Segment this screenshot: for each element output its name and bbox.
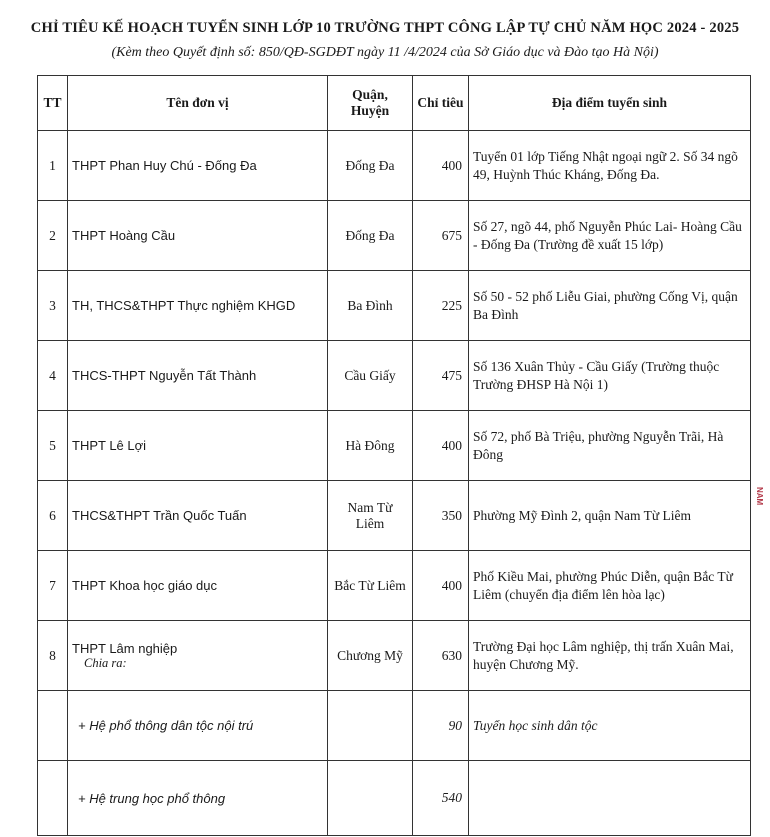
row-quota: 675 — [413, 201, 469, 271]
row-quota: 400 — [413, 551, 469, 621]
row-name-text: THPT Lâm nghiệp — [72, 640, 178, 656]
subrow-district — [328, 761, 413, 836]
stamp-mark — [748, 485, 770, 545]
row-quota: 400 — [413, 131, 469, 201]
row-place: Tuyển 01 lớp Tiếng Nhật ngoại ngữ 2. Số 34 ngõ 49, Huỳnh Thúc Kháng, Đống Đa. — [469, 131, 751, 201]
row-tt: 1 — [38, 131, 68, 201]
subrow-district — [328, 691, 413, 761]
row-tt: 4 — [38, 341, 68, 411]
row-district: Đống Đa — [328, 131, 413, 201]
row-tt: 7 — [38, 551, 68, 621]
row-quota: 475 — [413, 341, 469, 411]
row-place: Phường Mỹ Đình 2, quận Nam Từ Liêm — [469, 481, 751, 551]
table-subrow — [38, 691, 751, 761]
row-tt: 2 — [38, 201, 68, 271]
row-place: Phố Kiều Mai, phường Phúc Diễn, quận Bắc Từ Liêm (chuyển địa điểm lên hòa lạc) — [469, 551, 751, 621]
col-header-tt: TT — [38, 76, 68, 131]
row-name: THPT Khoa học giáo dục — [68, 551, 328, 621]
subrow-quota: 90 — [413, 691, 469, 761]
table-row — [38, 271, 751, 341]
row-quota: 225 — [413, 271, 469, 341]
table-header-row — [38, 76, 751, 131]
table-row — [38, 481, 751, 551]
subrow-tt — [38, 761, 68, 836]
subrow-quota: 540 — [413, 761, 469, 836]
col-header-district: Quận, Huyện — [328, 76, 413, 131]
row-name: THCS&THPT Trần Quốc Tuấn — [68, 481, 328, 551]
row-district: Chương Mỹ — [328, 621, 413, 691]
row-name: TH, THCS&THPT Thực nghiệm KHGD — [68, 271, 328, 341]
row-place: Số 27, ngõ 44, phố Nguyễn Phúc Lai- Hoàng Cầu - Đống Đa (Trường đề xuất 15 lớp) — [469, 201, 751, 271]
row-tt: 6 — [38, 481, 68, 551]
row-quota: 630 — [413, 621, 469, 691]
row-district: Nam Từ Liêm — [328, 481, 413, 551]
table-row — [38, 621, 751, 691]
table-row — [38, 341, 751, 411]
row-name: THPT Phan Huy Chú - Đống Đa — [68, 131, 328, 201]
stamp-text: NAM — [755, 487, 764, 506]
col-header-name: Tên đơn vị — [68, 76, 328, 131]
row-district: Cầu Giấy — [328, 341, 413, 411]
col-header-quota: Chỉ tiêu — [413, 76, 469, 131]
subrow-tt — [38, 691, 68, 761]
row-tt: 5 — [38, 411, 68, 481]
subrow-name: + Hệ phổ thông dân tộc nội trú — [68, 691, 328, 761]
row-quota: 400 — [413, 411, 469, 481]
col-header-place: Địa điểm tuyển sinh — [469, 76, 751, 131]
row-tt: 8 — [38, 621, 68, 691]
row-name: THPT Hoàng Cầu — [68, 201, 328, 271]
row-district: Bắc Từ Liêm — [328, 551, 413, 621]
table-row — [38, 201, 751, 271]
document-subtitle: (Kèm theo Quyết định số: 850/QĐ-SGDĐT ngày 11 /4/2024 của Sở Giáo dục và Đào tạo Hà Nội) — [111, 45, 659, 60]
row-place: Số 50 - 52 phố Liễu Giai, phường Cống Vị, quận Ba Đình — [469, 271, 751, 341]
subrow-place — [469, 761, 751, 836]
row-name — [68, 621, 328, 691]
subrow-place: Tuyển học sinh dân tộc — [469, 691, 751, 761]
row-quota: 350 — [413, 481, 469, 551]
row-district: Đống Đa — [328, 201, 413, 271]
table-subrow — [38, 761, 751, 836]
subrow-name: + Hệ trung học phổ thông — [68, 761, 328, 836]
row-district: Hà Đông — [328, 411, 413, 481]
row-place: Trường Đại học Lâm nghiệp, thị trấn Xuân Mai, huyện Chương Mỹ. — [469, 621, 751, 691]
row-place: Số 136 Xuân Thủy - Cầu Giấy (Trường thuộc Trường ĐHSP Hà Nội 1) — [469, 341, 751, 411]
table-row — [38, 551, 751, 621]
row-district: Ba Đình — [328, 271, 413, 341]
row-note: Chia ra: — [84, 655, 127, 670]
row-place: Số 72, phố Bà Triệu, phường Nguyễn Trãi, Hà Đông — [469, 411, 751, 481]
row-name: THPT Lê Lợi — [68, 411, 328, 481]
document-title: CHỈ TIÊU KẾ HOẠCH TUYỂN SINH LỚP 10 TRƯỜNG THPT CÔNG LẬP TỰ CHỦ NĂM HỌC 2024 - 2025 — [30, 20, 740, 36]
table-row — [38, 411, 751, 481]
row-tt: 3 — [38, 271, 68, 341]
enrollment-table — [37, 75, 751, 836]
row-name: THCS-THPT Nguyễn Tất Thành — [68, 341, 328, 411]
table-row — [38, 131, 751, 201]
